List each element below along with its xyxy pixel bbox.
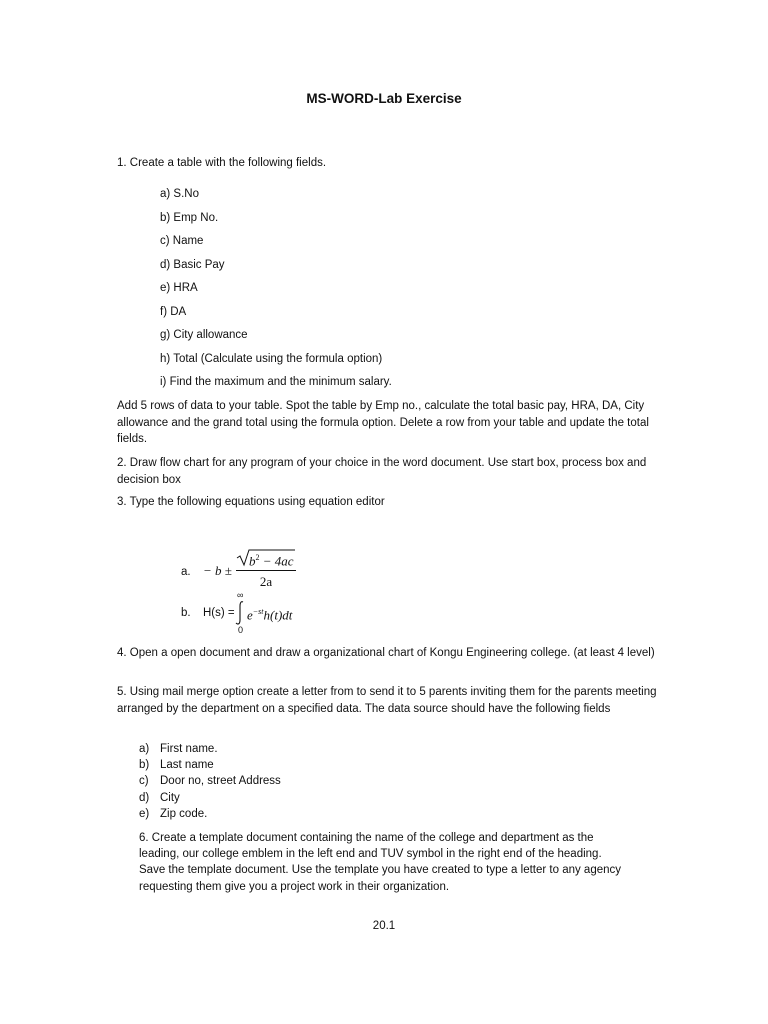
page-number: 20.1 <box>372 920 396 932</box>
equation-b-label: b. <box>181 607 191 619</box>
q1-followup: Add 5 rows of data to your table. Spot the table by Emp no., calculate the total basic pay, HRA, DA, City allowance and the grand total using the formula option. Delete a row from your table and update the total fields. <box>117 400 649 445</box>
list-item: City <box>160 792 180 804</box>
equation-a-prefix: − b ± <box>203 563 232 578</box>
list-item: c) Name <box>160 235 204 247</box>
equation-b-integrand <box>247 604 292 624</box>
list-marker: e) <box>139 808 150 820</box>
radicand-b: b <box>249 553 256 569</box>
integrand-base: e <box>247 607 253 623</box>
q6-line: Save the template document. Use the template you have created to type a letter to any agency <box>139 864 622 876</box>
question-2: 2. Draw flow chart for any program of your choice in the word document. Use start box, process box and decision box <box>117 457 647 486</box>
q6-line: 6. Create a template document containing the name of the college and department as the <box>139 832 594 844</box>
question-3: 3. Type the following equations using equation editor <box>117 496 385 508</box>
radicand-exponent: 2 <box>255 553 260 562</box>
list-item: h) Total (Calculate using the formula option) <box>160 353 383 365</box>
question-4: 4. Open a open document and draw a organizational chart of Kongu Engineering college. (at least 4 level) <box>117 647 655 659</box>
equation-a-label: a. <box>181 566 191 578</box>
integral-upper-limit: ∞ <box>237 590 244 600</box>
list-item: i) Find the maximum and the minimum salary. <box>160 376 392 388</box>
list-item: Last name <box>160 759 214 771</box>
list-item: g) City allowance <box>160 329 248 341</box>
integral-icon <box>234 600 246 626</box>
list-item: First name. <box>160 743 218 755</box>
list-item: b) Emp No. <box>160 212 219 224</box>
list-item: Zip code. <box>160 808 208 820</box>
integrand-rest: h(t)dt <box>263 607 293 623</box>
list-marker: c) <box>139 775 149 787</box>
equation-a-denominator: 2a <box>259 574 273 589</box>
list-item: Door no, street Address <box>160 775 281 787</box>
fraction-bar <box>236 570 296 571</box>
integrand-exponent: −st <box>252 607 264 616</box>
list-marker: b) <box>139 759 150 771</box>
integral-lower-limit: 0 <box>238 625 244 635</box>
list-item: a) S.No <box>160 188 199 200</box>
list-item: e) HRA <box>160 282 198 294</box>
list-marker: a) <box>139 743 150 755</box>
page-title: MS-WORD-Lab Exercise <box>306 91 462 106</box>
equation-b-lhs: H(s) = <box>203 607 235 619</box>
radicand-rest: − 4ac <box>262 553 294 569</box>
list-item: f) DA <box>160 306 187 318</box>
q6-line: leading, our college emblem in the left end and TUV symbol in the right end of the heading. <box>139 848 602 860</box>
question-5: 5. Using mail merge option create a letter from to send it to 5 parents inviting them for the parents meeting arranged by the department on a specified data. The data source should have the following fields <box>117 686 657 715</box>
list-marker: d) <box>139 792 150 804</box>
equation-a-radicand <box>249 550 294 570</box>
q6-line: requesting them give you a project work in their organization. <box>139 881 450 893</box>
question-1: 1. Create a table with the following fields. <box>117 157 327 169</box>
list-item: d) Basic Pay <box>160 259 225 271</box>
